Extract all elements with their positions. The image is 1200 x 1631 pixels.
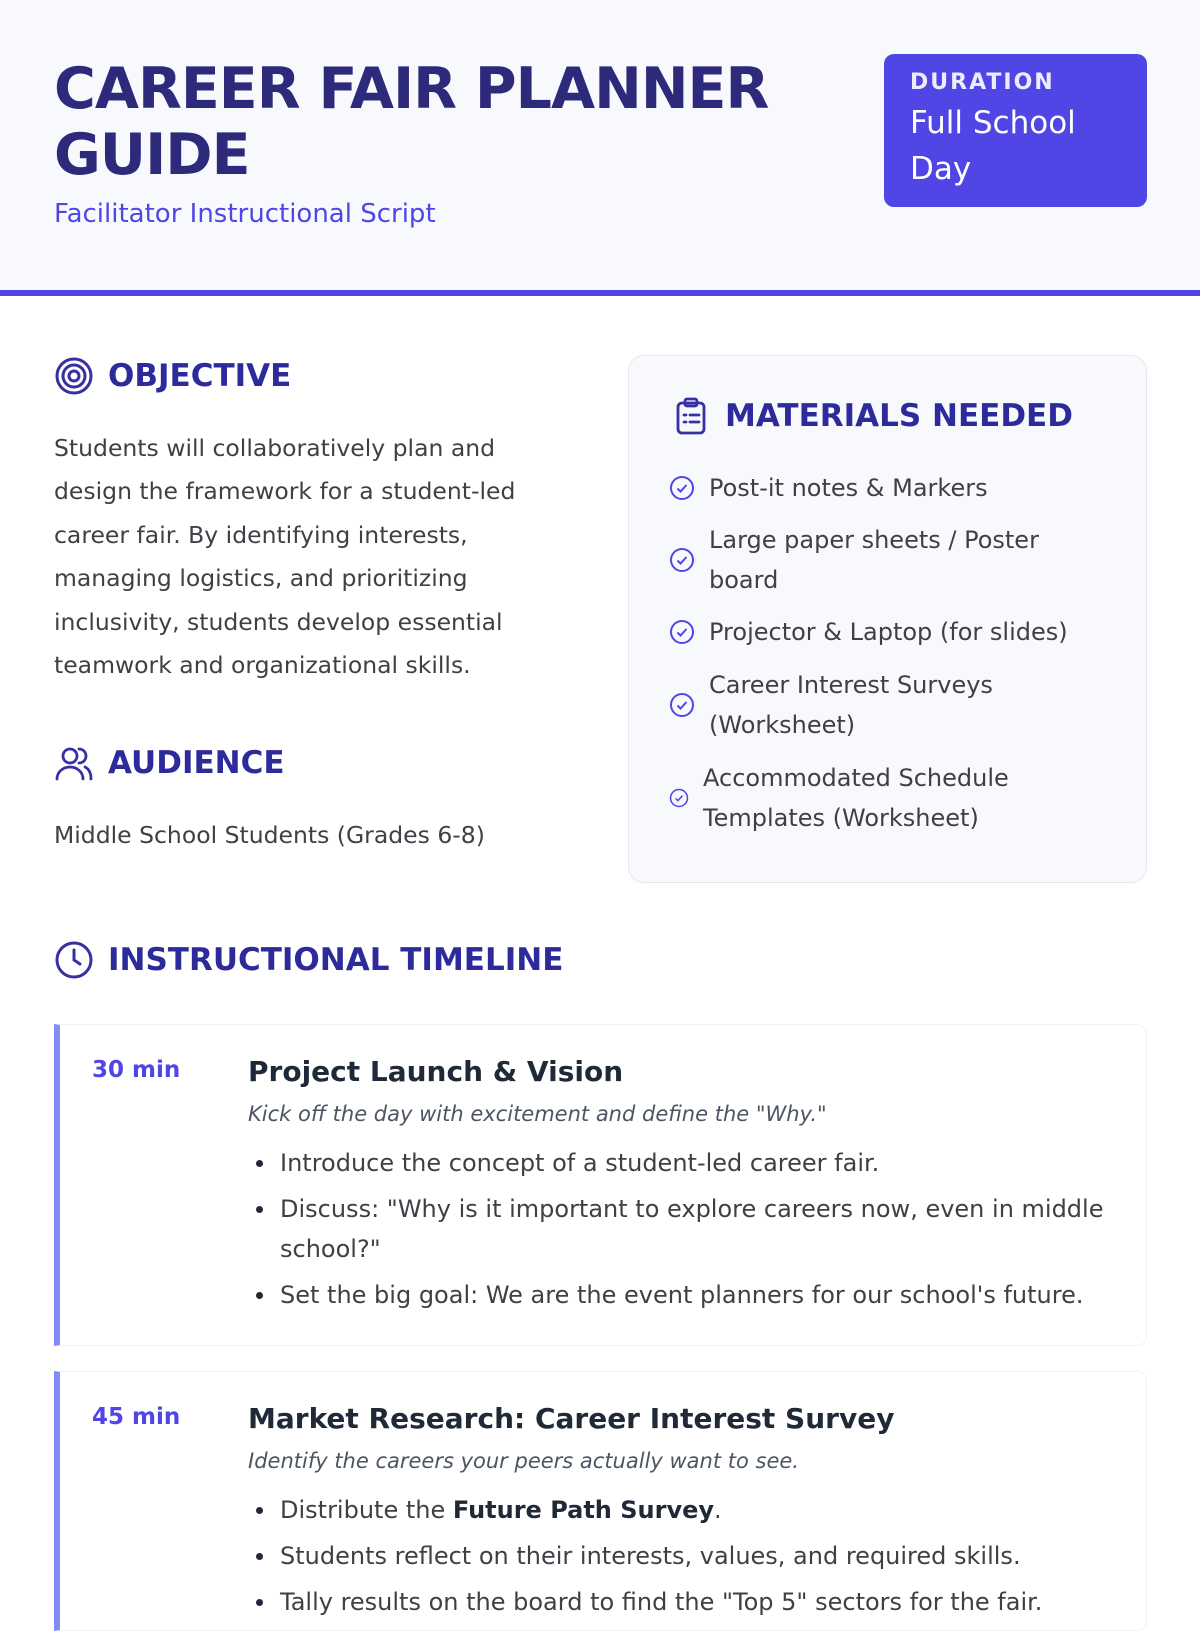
duration-card <box>884 54 1147 207</box>
material-item-label: Accommodated Schedule Templates (Worksheet) <box>703 764 1009 832</box>
users-icon <box>54 743 94 783</box>
clock-icon <box>54 940 94 980</box>
material-item-label: Post-it notes & Markers <box>709 474 988 502</box>
material-item <box>669 612 1129 652</box>
material-item <box>669 520 1059 600</box>
check-circle-icon <box>669 788 689 808</box>
timeline-subtitle: Kick off the day with excitement and define the "Why." <box>248 1102 827 1126</box>
bullet-text: Distribute the <box>280 1496 453 1524</box>
material-item <box>669 665 1029 745</box>
timeline-duration: 45 min <box>92 1404 181 1430</box>
survey-name: Future Path Survey <box>452 1496 715 1524</box>
timeline-duration: 30 min <box>92 1057 181 1083</box>
material-item <box>669 468 1109 508</box>
list-item: Students reflect on their interests, values, and required skills. <box>248 1536 1108 1576</box>
clipboard-icon <box>671 396 711 436</box>
check-circle-icon <box>669 692 695 718</box>
list-item: Introduce the concept of a student-led career fair. <box>248 1143 1108 1183</box>
target-icon <box>54 356 94 396</box>
bullet-text: . <box>714 1496 722 1524</box>
duration-label: DURATION <box>910 70 1055 95</box>
list-item: Set the big goal: We are the event planners for our school's future. <box>248 1275 1108 1315</box>
audience-text: Middle School Students (Grades 6-8) <box>54 821 485 849</box>
audience-heading-text: AUDIENCE <box>108 745 285 781</box>
duration-value: Full School Day <box>910 105 1076 187</box>
timeline-bullets <box>248 1143 1108 1321</box>
list-item: Discuss: "Why is it important to explore careers now, even in middle school?" <box>248 1189 1108 1269</box>
timeline-item <box>54 1371 1147 1631</box>
material-item <box>669 758 1049 838</box>
material-item-label: Projector & Laptop (for slides) <box>709 618 1068 646</box>
timeline-title: Project Launch & Vision <box>248 1055 624 1088</box>
page-subtitle: Facilitator Instructional Script <box>54 199 436 229</box>
objective-heading-text: OBJECTIVE <box>108 358 292 394</box>
material-item-label: Large paper sheets / Poster board <box>709 526 1039 594</box>
objective-heading <box>54 356 291 396</box>
page-header <box>0 0 1200 296</box>
check-circle-icon <box>669 475 695 501</box>
timeline-heading-text: INSTRUCTIONAL TIMELINE <box>108 942 564 978</box>
timeline-item <box>54 1024 1147 1346</box>
timeline-subtitle: Identify the careers your peers actually want to see. <box>248 1449 799 1473</box>
list-item <box>248 1490 1108 1530</box>
materials-heading-text: MATERIALS NEEDED <box>725 398 1073 434</box>
timeline-bullets <box>248 1490 1108 1628</box>
materials-heading <box>671 396 1073 436</box>
timeline-title: Market Research: Career Interest Survey <box>248 1402 895 1435</box>
page-title: CAREER FAIR PLANNER GUIDE <box>54 56 769 188</box>
check-circle-icon <box>669 619 695 645</box>
list-item: Tally results on the board to find the "Top 5" sectors for the fair. <box>248 1582 1108 1622</box>
objective-text: Students will collaboratively plan and design the framework for a student-led career fair. By identifying interests, managing logistics, and prioritizing inclusivity, students develop essential teamwork and organizational skills. <box>54 434 516 680</box>
audience-heading <box>54 743 285 783</box>
check-circle-icon <box>669 547 695 573</box>
timeline-heading <box>54 940 563 980</box>
materials-card <box>628 355 1147 883</box>
material-item-label: Career Interest Surveys (Worksheet) <box>709 671 993 739</box>
